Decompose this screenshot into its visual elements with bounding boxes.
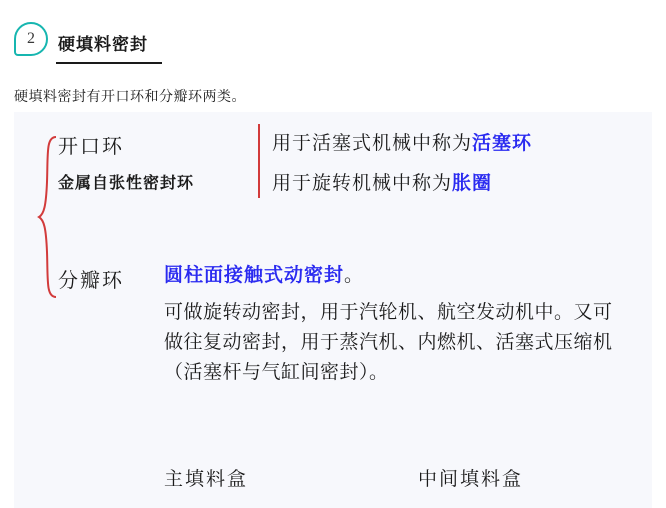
split-ring-subhead-highlight: 圆柱面接触式动密封 xyxy=(164,265,345,286)
title-underline xyxy=(56,62,162,64)
row-2-text: 用于旋转机械中称为 xyxy=(272,173,453,194)
row-1-text: 用于活塞式机械中称为 xyxy=(272,133,473,154)
split-ring-subhead-suffix: 。 xyxy=(344,265,365,286)
row-1 xyxy=(272,128,532,155)
page-title: 硬填料密封 xyxy=(58,35,148,54)
caption-intermediate-packing-box: 中间填料盒 xyxy=(418,469,524,490)
badge-number: 2 xyxy=(27,30,35,47)
row-2-highlight: 胀圈 xyxy=(452,173,493,194)
term-metal-self-tension-ring: 金属自张性密封环 xyxy=(58,175,195,192)
section-badge xyxy=(14,22,52,62)
content-panel xyxy=(14,112,652,508)
curly-brace-icon xyxy=(36,134,60,300)
row-1-highlight: 活塞环 xyxy=(472,133,533,154)
term-split-ring: 分瓣环 xyxy=(58,270,124,292)
split-ring-subhead xyxy=(164,260,364,287)
split-ring-paragraph: 可做旋转动密封，用于汽轮机、航空发动机中。又可做往复动密封，用于蒸汽机、内燃机、活塞式压缩机（活塞杆与气缸间密封）。 xyxy=(164,302,613,383)
document-header xyxy=(0,22,666,66)
vertical-divider xyxy=(258,124,260,198)
term-open-ring: 开口环 xyxy=(58,136,124,158)
intro-text: 硬填料密封有开口环和分瓣环两类。 xyxy=(14,88,246,104)
caption-main-packing-box: 主填料盒 xyxy=(164,469,249,490)
row-2 xyxy=(272,168,492,195)
